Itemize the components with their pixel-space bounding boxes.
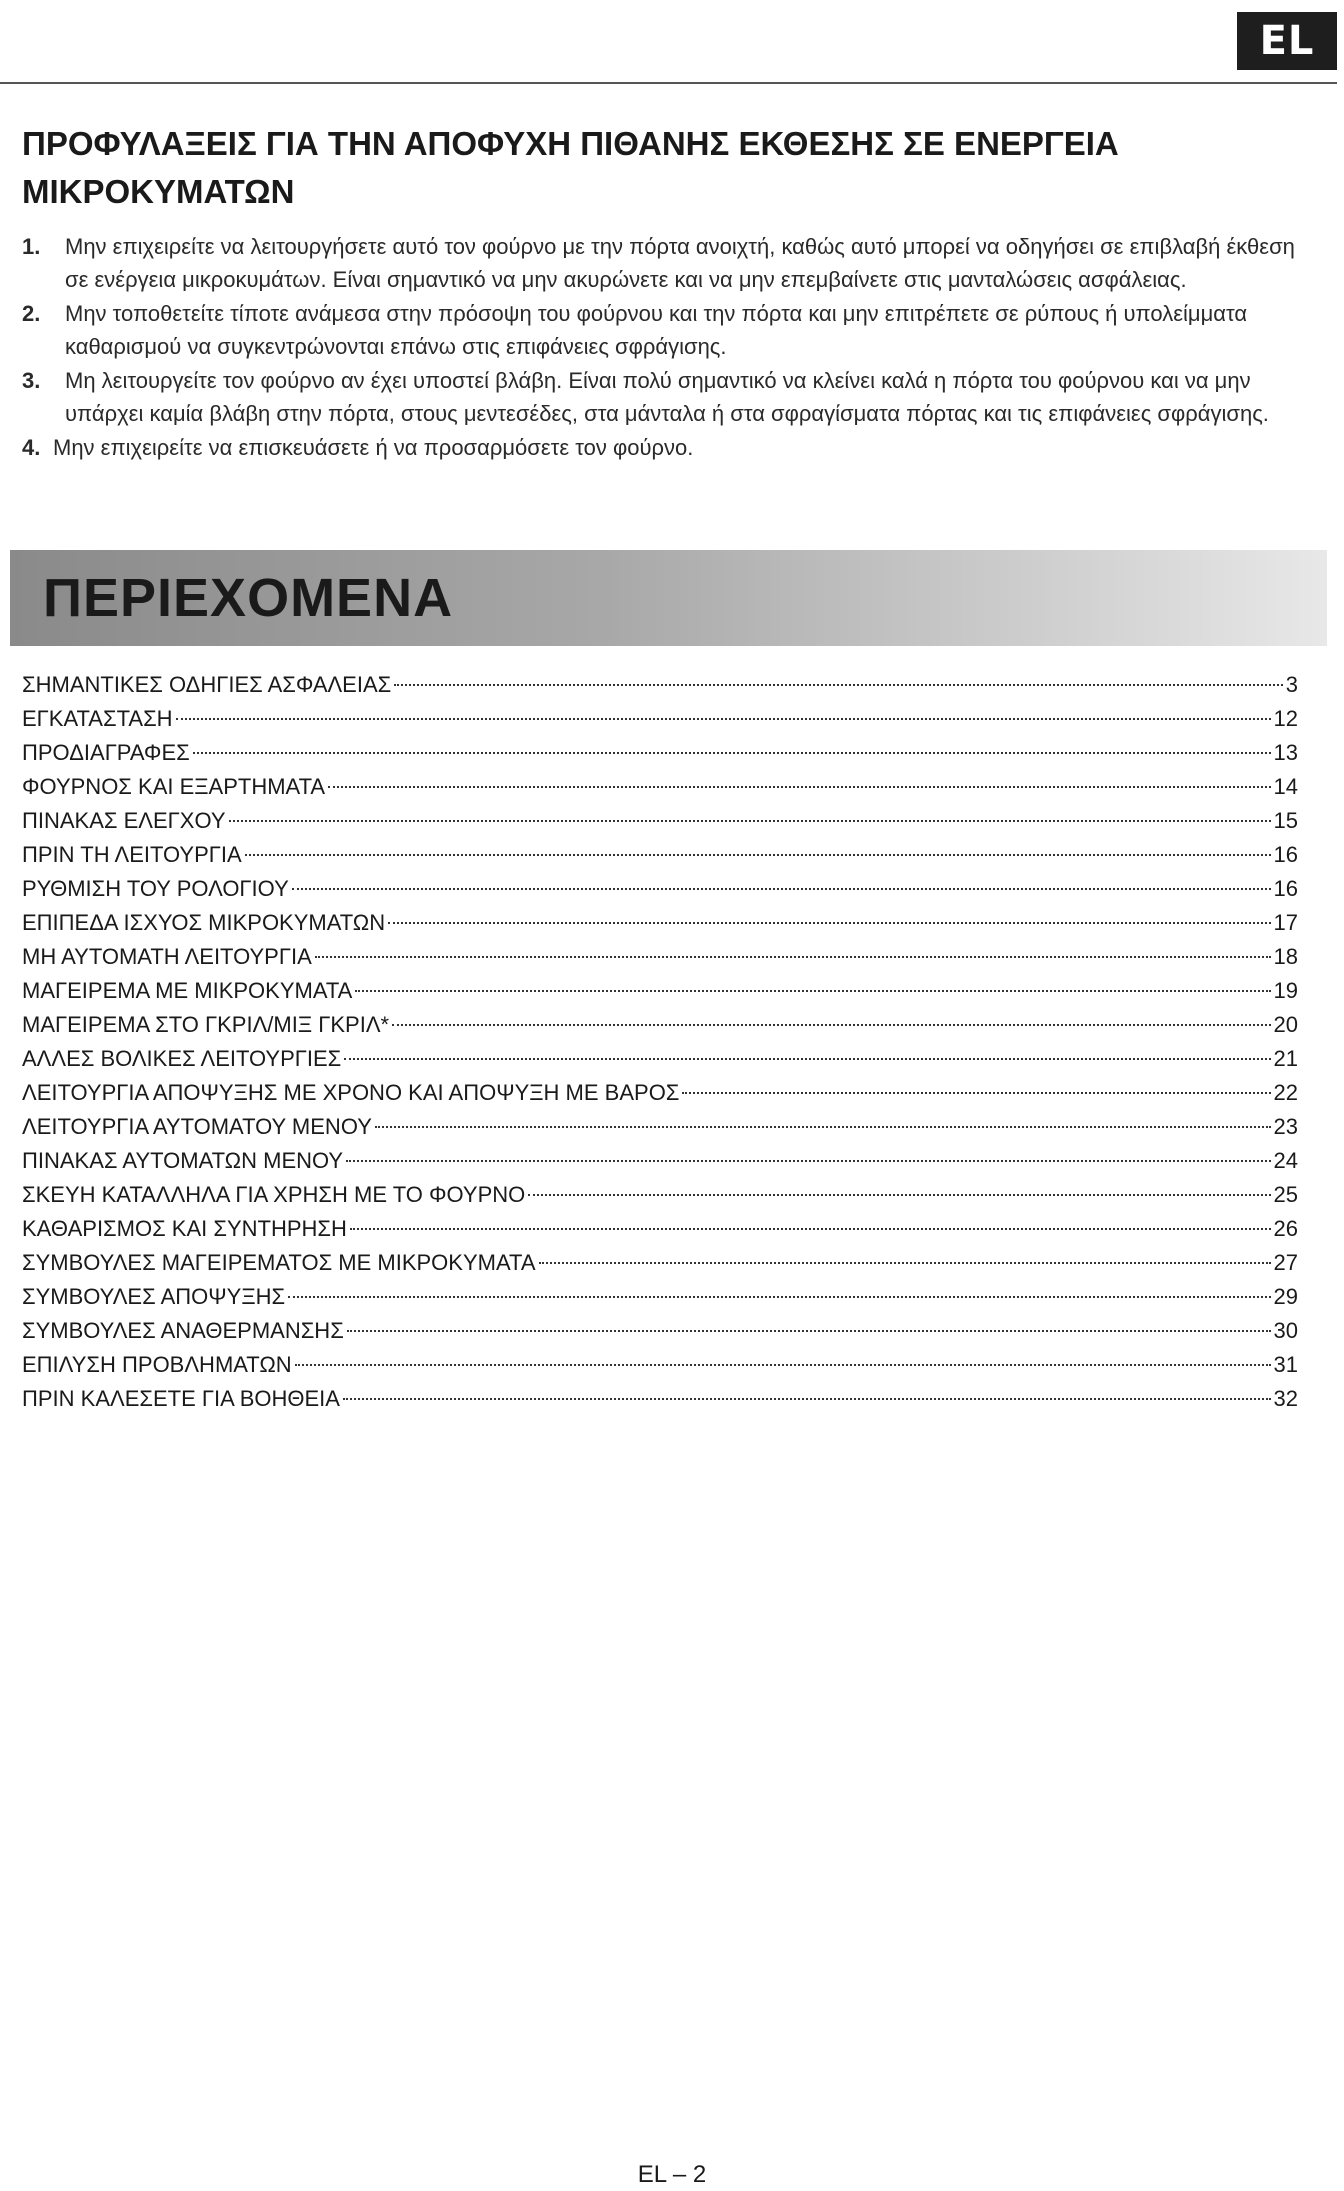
- toc-entry-page: 26: [1273, 1216, 1298, 1241]
- toc-entry-title: ΜΗ ΑΥΤΟΜΑΤΗ ΛΕΙΤΟΥΡΓΙΑ: [22, 944, 312, 969]
- toc-entry[interactable]: [22, 974, 1298, 1008]
- toc-entry[interactable]: [22, 1280, 1298, 1314]
- toc-entry-page: 17: [1273, 910, 1298, 935]
- precautions-title: ΠΡΟΦΥΛΑΞΕΙΣ ΓΙΑ ΤΗΝ ΑΠΟΦΥΧΗ ΠΙΘΑΝΗΣ ΕΚΘΕΣΗΣ ΣΕ ΕΝΕΡΓΕΙΑ ΜΙΚΡΟΚΥΜΑΤΩΝ: [22, 125, 1119, 210]
- toc-entry-title: ΠΡΙΝ ΚΑΛΕΣΕΤΕ ΓΙΑ ΒΟΗΘΕΙΑ: [22, 1386, 340, 1411]
- toc-dot-leader: [375, 1126, 1271, 1128]
- toc-entry[interactable]: [22, 1008, 1298, 1042]
- precaution-item-4: [22, 431, 1312, 464]
- toc-entry-page: 3: [1285, 672, 1298, 697]
- toc-entry-page: 25: [1273, 1182, 1298, 1207]
- toc-entry[interactable]: [22, 804, 1298, 838]
- toc-dot-leader: [245, 854, 1271, 856]
- toc-dot-leader: [344, 1058, 1270, 1060]
- toc-entry[interactable]: [22, 736, 1298, 770]
- toc-entry[interactable]: [22, 668, 1298, 702]
- toc-entry-page: 18: [1273, 944, 1298, 969]
- toc-entry-page: 16: [1273, 842, 1298, 867]
- toc-entry[interactable]: [22, 1382, 1298, 1416]
- toc-entry-title: ΕΓΚΑΤΑΣΤΑΣΗ: [22, 706, 173, 731]
- toc-entry[interactable]: [22, 1178, 1298, 1212]
- toc-entry-page: 19: [1273, 978, 1298, 1003]
- toc-entry[interactable]: [22, 1042, 1298, 1076]
- precautions-section: [22, 120, 1312, 465]
- language-badge: EL: [1237, 12, 1337, 70]
- toc-entry-page: 13: [1273, 740, 1298, 765]
- toc-entry[interactable]: [22, 1076, 1298, 1110]
- page-number: EL – 2: [637, 2161, 707, 2188]
- toc-entry-title: ΣΚΕΥΗ ΚΑΤΑΛΛΗΛΑ ΓΙΑ ΧΡΗΣΗ ΜΕ ΤΟ ΦΟΥΡΝΟ: [22, 1182, 526, 1207]
- toc-entry-page: 21: [1273, 1046, 1298, 1071]
- toc-dot-leader: [347, 1330, 1271, 1332]
- toc-entry-title: ΕΠΙΠΕΔΑ ΙΣΧΥΟΣ ΜΙΚΡΟΚΥΜΑΤΩΝ: [22, 910, 386, 935]
- toc-entry-title: ΛΕΙΤΟΥΡΓΙΑ ΑΥΤΟΜΑΤΟΥ ΜΕΝΟΥ: [22, 1114, 372, 1139]
- contents-title: ΠΕΡΙΕΧΟΜΕΝΑ: [43, 568, 454, 628]
- toc-dot-leader: [229, 820, 1271, 822]
- toc-entry-page: 20: [1273, 1012, 1298, 1037]
- toc-dot-leader: [355, 990, 1270, 992]
- toc-entry-page: 12: [1273, 706, 1298, 731]
- toc-entry[interactable]: [22, 940, 1298, 974]
- toc-dot-leader: [295, 1364, 1271, 1366]
- toc-entry-title: ΑΛΛΕΣ ΒΟΛΙΚΕΣ ΛΕΙΤΟΥΡΓΙΕΣ: [22, 1046, 342, 1071]
- toc-entry-title: ΣΥΜΒΟΥΛΕΣ ΑΠΟΨΥΞΗΣ: [22, 1284, 286, 1309]
- toc-entry[interactable]: [22, 1348, 1298, 1382]
- contents-banner: [10, 550, 1327, 646]
- toc-dot-leader: [388, 922, 1270, 924]
- toc-entry-title: ΡΥΘΜΙΣΗ ΤΟΥ ΡΟΛΟΓΙΟΥ: [22, 876, 289, 901]
- toc-entry-page: 29: [1273, 1284, 1298, 1309]
- toc-entry[interactable]: [22, 1246, 1298, 1280]
- toc-entry[interactable]: [22, 1212, 1298, 1246]
- toc-entry-title: ΦΟΥΡΝΟΣ ΚΑΙ ΕΞΑΡΤΗΜΑΤΑ: [22, 774, 326, 799]
- precaution-text: Μην τοποθετείτε τίποτε ανάμεσα στην πρόσοψη του φούρνου και την πόρτα και μην επιτρέπετε σε ρύπους ή υπολείμματα καθαρισμού να συγκεντρώνονται επάνω στις επιφάνειες σφράγισης.: [65, 301, 1248, 359]
- toc-entry[interactable]: [22, 1314, 1298, 1348]
- toc-entry-title: ΠΡΟΔΙΑΓΡΑΦΕΣ: [22, 740, 190, 765]
- toc-entry[interactable]: [22, 1144, 1298, 1178]
- toc-entry[interactable]: [22, 770, 1298, 804]
- toc-entry-page: 22: [1273, 1080, 1298, 1105]
- toc-dot-leader: [346, 1160, 1270, 1162]
- toc-entry-title: ΕΠΙΛΥΣΗ ΠΡΟΒΛΗΜΑΤΩΝ: [22, 1352, 292, 1377]
- precaution-item-1: [22, 230, 1312, 296]
- toc-entry-title: ΣΥΜΒΟΥΛΕΣ ΑΝΑΘΕΡΜΑΝΣΗΣ: [22, 1318, 344, 1343]
- toc-entry-page: 32: [1273, 1386, 1298, 1411]
- toc-entry-title: ΣΗΜΑΝΤΙΚΕΣ ΟΔΗΓΙΕΣ ΑΣΦΑΛΕΙΑΣ: [22, 672, 392, 697]
- toc-entry-page: 30: [1273, 1318, 1298, 1343]
- toc-entry-title: ΜΑΓΕΙΡΕΜΑ ΜΕ ΜΙΚΡΟΚΥΜΑΤΑ: [22, 978, 353, 1003]
- toc-entry-page: 15: [1273, 808, 1298, 833]
- toc-entry-title: ΠΡΙΝ ΤΗ ΛΕΙΤΟΥΡΓΙΑ: [22, 842, 242, 867]
- toc-dot-leader: [392, 1024, 1270, 1026]
- toc-dot-leader: [328, 786, 1270, 788]
- toc-dot-leader: [539, 1262, 1271, 1264]
- precaution-number: 2.: [22, 301, 41, 326]
- toc-dot-leader: [315, 956, 1271, 958]
- toc-entry[interactable]: [22, 906, 1298, 940]
- toc-entry-title: ΠΙΝΑΚΑΣ ΕΛΕΓΧΟΥ: [22, 808, 226, 833]
- toc-dot-leader: [350, 1228, 1271, 1230]
- toc-entry[interactable]: [22, 838, 1298, 872]
- toc-entry-page: 31: [1273, 1352, 1298, 1377]
- precaution-text: Μη λειτουργείτε τον φούρνο αν έχει υποστεί βλάβη. Είναι πολύ σημαντικό να κλείνει καλά η πόρτα του φούρνου και να μην υπάρχει καμία βλάβη στην πόρτα, στους μεντεσέδες, στα μάνταλα ή στα σφραγίσματα πόρτας και τις επιφάνειες σφράγισης.: [65, 368, 1269, 426]
- toc-entry-page: 16: [1273, 876, 1298, 901]
- table-of-contents: [22, 668, 1298, 1416]
- toc-entry-title: ΚΑΘΑΡΙΣΜΟΣ ΚΑΙ ΣΥΝΤΗΡΗΣΗ: [22, 1216, 347, 1241]
- toc-entry[interactable]: [22, 702, 1298, 736]
- precaution-item-3: [22, 364, 1312, 430]
- toc-entry-page: 14: [1273, 774, 1298, 799]
- precaution-text: Μην επιχειρείτε να λειτουργήσετε αυτό τον φούρνο με την πόρτα ανοιχτή, καθώς αυτό μπορεί να οδηγήσει σε επιβλαβή έκθεση σε ενέργεια μικροκυμάτων. Είναι σημαντικό να μην ακυρώνετε και να μην επεμβαίνετε στις μανταλώσεις ασφάλειας.: [65, 234, 1295, 292]
- header-rule: [0, 82, 1337, 84]
- toc-dot-leader: [343, 1398, 1271, 1400]
- toc-dot-leader: [176, 718, 1271, 720]
- toc-dot-leader: [193, 752, 1271, 754]
- toc-dot-leader: [288, 1296, 1270, 1298]
- toc-entry[interactable]: [22, 872, 1298, 906]
- precaution-number: 4.: [22, 435, 41, 460]
- toc-entry[interactable]: [22, 1110, 1298, 1144]
- toc-dot-leader: [394, 684, 1283, 686]
- precaution-number: 3.: [22, 368, 41, 393]
- toc-entry-page: 24: [1273, 1148, 1298, 1173]
- precaution-number: 1.: [22, 234, 41, 259]
- toc-dot-leader: [292, 888, 1271, 890]
- precaution-item-2: [22, 297, 1312, 363]
- toc-dot-leader: [682, 1092, 1270, 1094]
- toc-entry-page: 27: [1273, 1250, 1298, 1275]
- toc-entry-title: ΛΕΙΤΟΥΡΓΙΑ ΑΠΟΨΥΞΗΣ ΜΕ ΧΡΟΝΟ ΚΑΙ ΑΠΟΨΥΞΗ ΜΕ ΒΑΡΟΣ: [22, 1080, 680, 1105]
- toc-entry-title: ΣΥΜΒΟΥΛΕΣ ΜΑΓΕΙΡΕΜΑΤΟΣ ΜΕ ΜΙΚΡΟΚΥΜΑΤΑ: [22, 1250, 536, 1275]
- toc-dot-leader: [528, 1194, 1270, 1196]
- toc-entry-title: ΜΑΓΕΙΡΕΜΑ ΣΤΟ ΓΚΡΙΛ/ΜΙΞ ΓΚΡΙΛ*: [22, 1012, 390, 1037]
- precaution-text: Μην επιχειρείτε να επισκευάσετε ή να προσαρμόσετε τον φούρνο.: [53, 435, 694, 460]
- toc-entry-title: ΠΙΝΑΚΑΣ ΑΥΤΟΜΑΤΩΝ ΜΕΝΟΥ: [22, 1148, 344, 1173]
- toc-entry-page: 23: [1273, 1114, 1298, 1139]
